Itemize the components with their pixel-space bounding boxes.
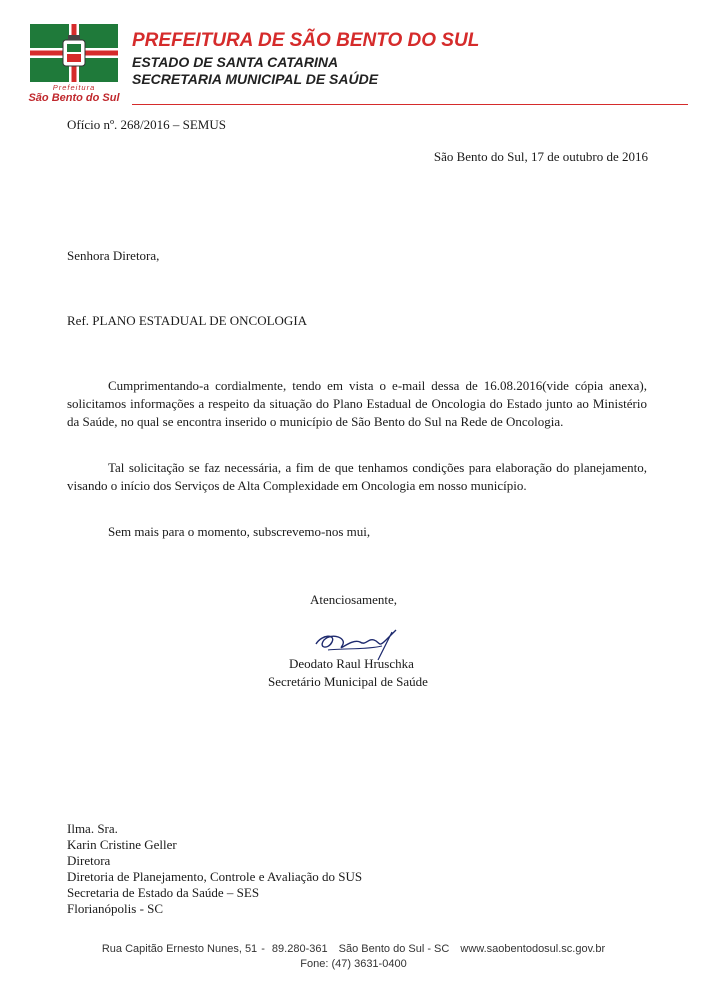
footer-address: Rua Capitão Ernesto Nunes, 51 [101, 943, 258, 955]
recipient-line: Florianópolis - SC [67, 901, 164, 916]
paragraph-3: Sem mais para o momento, subscrevemo-nos mui, [108, 524, 371, 539]
place-date: São Bento do Sul, 17 de outubro de 2016 [433, 149, 648, 164]
salutation: Senhora Diretora, [67, 248, 160, 263]
footer-cep: 89.280-361 [271, 943, 328, 955]
municipal-flag-logo [30, 24, 118, 82]
recipient-line: Ilma. Sra. [67, 821, 118, 836]
footer-city: São Bento do Sul - SC [338, 943, 450, 955]
signatory-name: Deodato Raul Hruschka [289, 656, 414, 671]
subject-line: Ref. PLANO ESTADUAL DE ONCOLOGIA [67, 313, 308, 328]
letterhead-title: PREFEITURA DE SÃO BENTO DO SUL [132, 30, 480, 51]
paragraph-2: Tal solicitação se faz necessária, a fim de que tenhamos condições para elaboração do planejamento, visando o início dos Serviços de Alta Complexidade em Oncologia em nosso município. [67, 460, 647, 493]
recipient-line: Diretora [67, 853, 111, 868]
letterhead-department: SECRETARIA MUNICIPAL DE SAÚDE [132, 71, 379, 87]
reference-number: Ofício nº. 268/2016 – SEMUS [67, 117, 226, 132]
recipient-line: Diretoria de Planejamento, Controle e Avaliação do SUS [67, 869, 363, 884]
recipient-line: Karin Cristine Geller [67, 837, 177, 852]
recipient-line: Secretaria de Estado da Saúde – SES [67, 885, 260, 900]
signatory-title: Secretário Municipal de Saúde [268, 674, 428, 689]
logo-caption: São Bento do Sul [28, 92, 120, 104]
footer-phone: Fone: (47) 3631-0400 [300, 958, 407, 970]
closing: Atenciosamente, [310, 592, 397, 607]
footer-website: www.saobentodosul.sc.gov.br [460, 943, 606, 955]
footer-address-line: Rua Capitão Ernesto Nunes, 51 - 89.280-361 São Bento do Sul - SC www.saobentodosul.sc.gov.br [101, 943, 606, 955]
paragraph-1: Cumprimentando-a cordialmente, tendo em vista o e-mail dessa de 16.08.2016(vide cópia anexa), solicitamos informações a respeito da situação do Plano Estadual de Oncologia do Estado junto ao Ministério da Saúde, no qual se encontra inserido o município de São Bento do Sul na Rede de Oncologia. [67, 378, 647, 429]
letterhead-divider [132, 104, 688, 105]
letterhead-state: ESTADO DE SANTA CATARINA [132, 54, 339, 70]
logo-caption-small: Prefeitura [52, 83, 96, 92]
